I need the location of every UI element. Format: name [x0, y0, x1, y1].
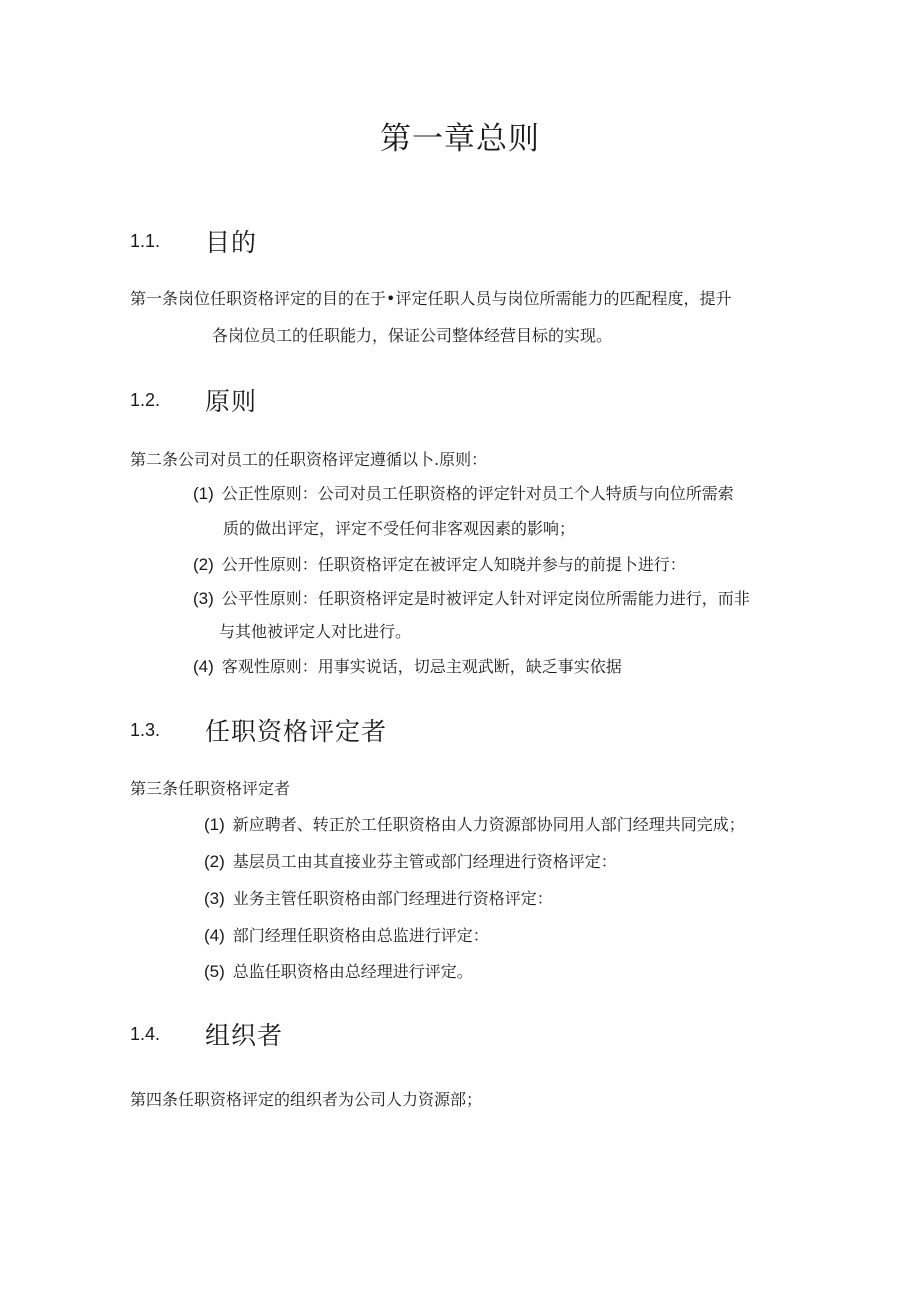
list-item-number: (5) [204, 962, 225, 981]
section-heading-purpose [130, 223, 257, 259]
list-item [193, 484, 734, 504]
list-item [193, 589, 750, 609]
list-item-number: (3) [193, 589, 214, 608]
section-title: 原则 [205, 387, 258, 416]
list-item-text: 业务主管任职资格由部门经理进行资格评定： [232, 889, 553, 908]
article-2-intro: 第二条公司对员工的任职资格评定遵循以卜.原则： [130, 450, 488, 469]
list-item-text: 部门经理任职资格由总监进行评定： [232, 926, 489, 945]
list-item-number: (2) [204, 852, 225, 871]
list-item [204, 926, 489, 946]
list-item-text: 客观性原则：用事实说话，切忌主观武断，缺乏事实依据 [221, 657, 622, 676]
article-1-line-2: 各岗位员工的任职能力，保证公司整体经营目标的实现。 [212, 326, 613, 345]
list-item-text: 基层员工由其直接业芬主管或部门经理进行资格评定： [232, 852, 617, 871]
list-item-number: (1) [204, 815, 225, 834]
list-item [204, 889, 553, 909]
list-item-number: (4) [204, 926, 225, 945]
list-item [204, 852, 617, 872]
list-item-number: (2) [193, 555, 214, 574]
list-item [193, 657, 622, 677]
list-item-text: 总监任职资格由总经理进行评定。 [232, 962, 473, 981]
article-1-line-1: 第一条岗位任职资格评定的目的在于•评定任职人员与岗位所需能力的匹配程度，提升 [130, 289, 732, 308]
section-number: 1.4. [130, 1023, 161, 1044]
section-number: 1.2. [130, 389, 161, 410]
list-item-text: 公开性原则：任职资格评定在被评定人知晓并参与的前提卜进行： [221, 555, 686, 574]
article-4-line-1: 第四条任职资格评定的组织者为公司人力资源部； [130, 1090, 483, 1109]
section-heading-organizer [130, 1016, 283, 1052]
section-heading-principles [130, 382, 257, 418]
list-item-number: (1) [193, 484, 214, 503]
section-number: 1.1. [130, 230, 161, 251]
section-title: 目的 [205, 228, 258, 257]
section-title: 任职资格评定者 [205, 717, 388, 746]
list-item [204, 962, 473, 982]
list-item-text: 公平性原则：任职资格评定是时被评定人针对评定岗位所需能力进行，而非 [221, 589, 750, 608]
list-item-text: 公正性原则：公司对员工任职资格的评定针对员工个人特质与向位所需索 [221, 484, 734, 503]
list-item-continuation: 与其他被评定人对比进行。 [219, 622, 412, 641]
chapter-title: 第一章总则 [380, 121, 540, 157]
list-item-continuation: 质的做出评定，评定不受任何非客观因素的影响； [223, 519, 576, 538]
list-item [193, 555, 686, 575]
list-item-number: (4) [193, 657, 214, 676]
article-3-intro: 第三条任职资格评定者 [130, 779, 291, 798]
list-item [204, 815, 745, 835]
list-item-number: (3) [204, 889, 225, 908]
section-number: 1.3. [130, 719, 161, 740]
section-heading-evaluators [130, 712, 387, 748]
list-item-text: 新应聘者、转正於工任职资格由人力资源部协同用人部门经理共同完成； [232, 815, 745, 834]
section-title: 组织者 [205, 1021, 284, 1050]
